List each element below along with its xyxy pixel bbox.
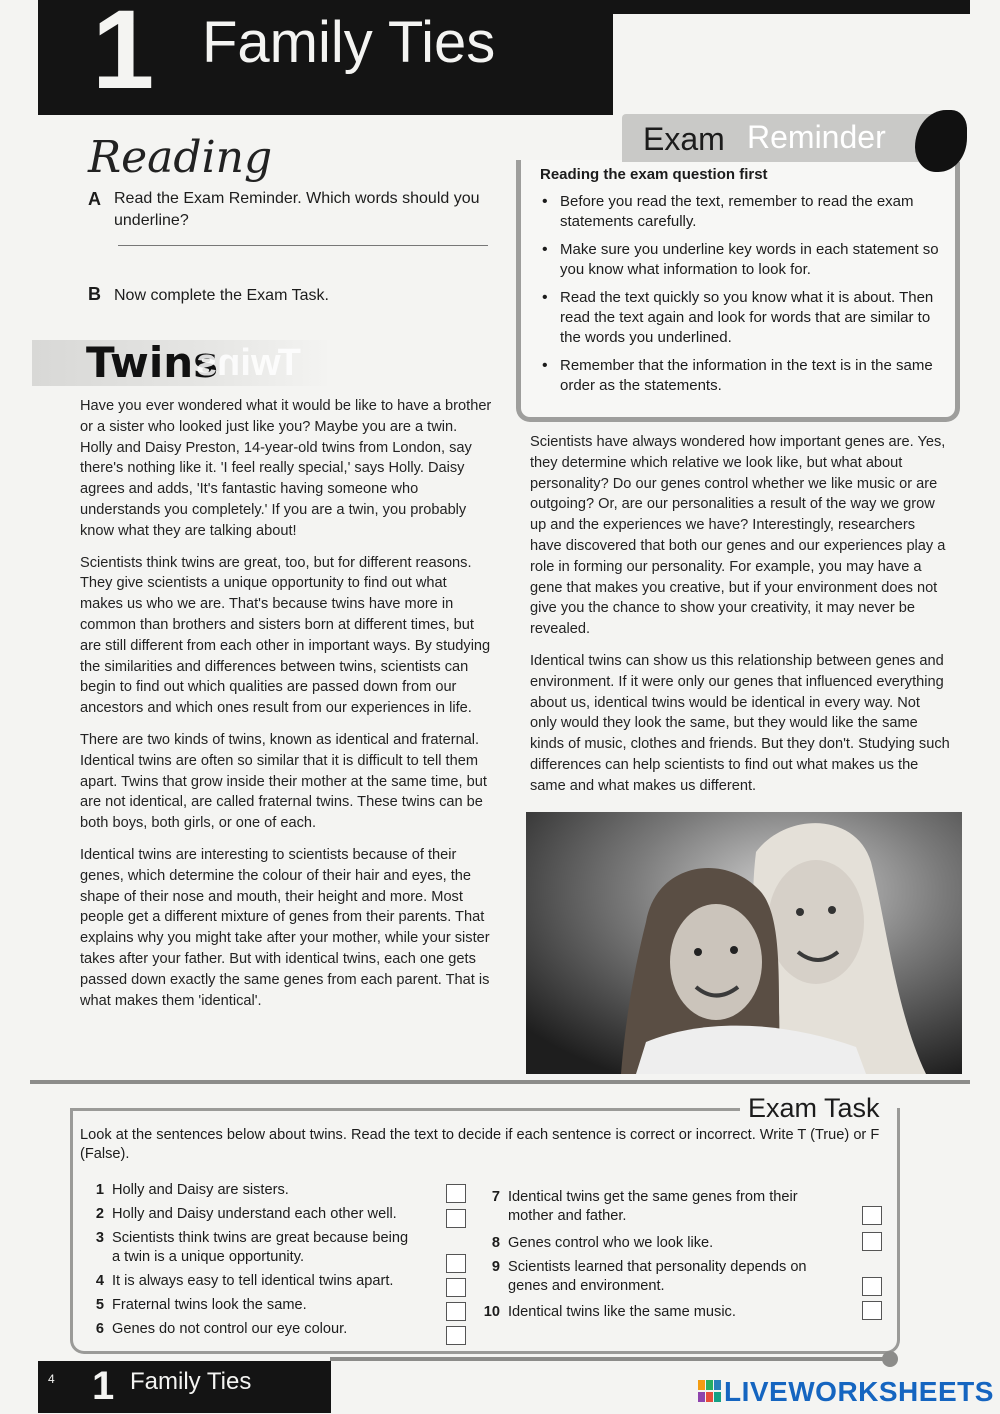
- task-item-number: 2: [95, 1206, 104, 1222]
- answer-box-9[interactable]: [862, 1277, 882, 1296]
- question-a-answer-line[interactable]: [118, 245, 488, 246]
- answer-box-8[interactable]: [862, 1232, 882, 1251]
- question-a: [88, 188, 498, 232]
- task-item: [82, 1272, 442, 1291]
- question-b-text: Now complete the Exam Task.: [114, 287, 329, 304]
- exam-reminder-bullet: • Read the text quickly so you know what it is about. Then read the text again and look for words that are similar to the words you underlined.: [540, 288, 940, 348]
- unit-title: Family Ties: [202, 10, 496, 75]
- exam-reminder-bullet: • Before you read the text, remember to read the exam statements carefully.: [540, 192, 940, 232]
- task-item-number: 9: [491, 1259, 500, 1275]
- task-item-number: 5: [95, 1297, 104, 1313]
- footer-unit-title: Family Ties: [130, 1368, 252, 1395]
- answer-box-6[interactable]: [446, 1326, 466, 1345]
- exam-task-instructions: Look at the sentences below about twins. Read the text to decide if each sentence is correct or incorrect. Write T (True) or F (False).: [80, 1127, 880, 1162]
- task-item: [478, 1303, 838, 1322]
- answer-box-10[interactable]: [862, 1301, 882, 1320]
- answer-box-4[interactable]: [446, 1278, 466, 1297]
- article-paragraph: Scientists have always wondered how important genes are. Yes, they determine which relative we look like, but what about personality? Do our genes control whether we like music or are outgoing? Or, are our personalities a result of the way we grow up and the experiences we have? Interestingly, researchers have discovered that both our genes and our experiences play a role in forming our personality. For example, you may have a gene that makes you creative, but if your environment does not give you the chance to show your creativity, it may never be revealed.: [530, 434, 946, 638]
- exam-reminder-bullet: • Remember that the information in the text is in the same order as the statements.: [540, 356, 940, 396]
- exam-task-title: Exam Task: [748, 1093, 880, 1123]
- answer-box-2[interactable]: [446, 1209, 466, 1228]
- answer-box-7[interactable]: [862, 1206, 882, 1225]
- footer-unit-number: 1: [92, 1364, 115, 1408]
- article-paragraph: Identical twins are interesting to scientists because of their genes, which determine the colour of their hair and eyes, the shape of their nose and mouth, their height and more. Most people get a different mixture of genes from their parents. That explains why you might take after your mother, while your sister takes after your father. But with identical twins, each one gets passed down exactly the same genes from each parent. That is what makes them 'identical'.: [80, 846, 490, 1009]
- task-item-text: Holly and Daisy are sisters.: [112, 1182, 289, 1198]
- exam-reminder-heading: Reading the exam question first: [540, 166, 768, 183]
- task-item-text: Scientists learned that personality depends on genes and environment.: [508, 1259, 807, 1294]
- task-item-number: 6: [95, 1321, 104, 1337]
- task-item: [82, 1296, 442, 1315]
- twins-photo-illustration: [526, 812, 962, 1074]
- footer-rule: [330, 1357, 890, 1361]
- task-item-number: 1: [95, 1182, 104, 1198]
- question-b-letter: B: [88, 284, 101, 304]
- exam-task-box-top: [70, 1108, 740, 1111]
- footer-rule-end-dot: [882, 1351, 898, 1367]
- liveworksheets-logo-icon: [698, 1380, 722, 1402]
- task-item: [82, 1320, 442, 1339]
- article-title: Twins: [86, 338, 219, 387]
- exam-reminder-title-light: Reminder: [747, 119, 886, 155]
- article-paragraph: Identical twins can show us this relationship between genes and environment. If it were only our genes that influenced everything about us, identical twins would be identical in every way. Not only would they look the same, but they would like the same kinds of music, clothes and friends. But they don't. Studying such differences can help scientists to find out what makes us the same and what makes us different.: [530, 652, 950, 794]
- article-right-column: [530, 432, 950, 808]
- task-item-number: 7: [491, 1189, 500, 1205]
- task-item-text: Identical twins get the same genes from their mother and father.: [508, 1189, 798, 1224]
- article-paragraph: There are two kinds of twins, known as identical and fraternal. Identical twins are often so similar that it is difficult to tell them apart. Twins that grow inside their mother at the same time, but are not identical, are called fraternal twins. These twins can be both boys, both girls, or one of each.: [80, 731, 487, 832]
- question-a-letter: A: [88, 189, 101, 209]
- answer-box-5[interactable]: [446, 1302, 466, 1321]
- exam-reminder-title-dark: Exam: [643, 121, 725, 157]
- article-title-mirror: Twins: [196, 342, 301, 384]
- task-item-text: Identical twins like the same music.: [508, 1304, 736, 1320]
- question-b: [88, 284, 329, 305]
- task-item: [82, 1205, 442, 1224]
- task-item-number: 8: [491, 1235, 500, 1251]
- task-item: [478, 1234, 838, 1253]
- answer-box-3[interactable]: [446, 1254, 466, 1273]
- task-item-number: 3: [95, 1230, 104, 1246]
- exam-reminder-bullet: • Make sure you underline key words in each statement so you know what information to look for.: [540, 240, 940, 280]
- article-left-column: [80, 396, 492, 1022]
- task-item-number: 10: [483, 1304, 500, 1320]
- page-number: 4: [48, 1372, 55, 1386]
- reading-heading: Reading: [88, 132, 273, 183]
- task-item-number: 4: [95, 1273, 104, 1289]
- article-paragraph: Scientists think twins are great, too, but for different reasons. They give scientists a unique opportunity to find out what makes us who we are. That's because twins have more in common than brothers and sisters born at different times, but are still different from each other in important ways. By studying the similarities and differences between twins, scientists can begin to find out which qualities are passed down from our ancestors and which ones result from our experiences in life.: [80, 554, 491, 717]
- task-item-text: Genes control who we look like.: [508, 1235, 714, 1251]
- task-item: [82, 1229, 422, 1267]
- header-top-strip: [613, 0, 970, 14]
- twins-photo: [526, 812, 962, 1074]
- task-item: [478, 1258, 848, 1296]
- task-item-text: It is always easy to tell identical twins apart.: [112, 1273, 394, 1289]
- section-divider: [30, 1080, 970, 1084]
- liveworksheets-brand[interactable]: LIVEWORKSHEETS: [724, 1376, 994, 1407]
- task-item: [478, 1188, 838, 1226]
- task-item-text: Scientists think twins are great because being a twin is a unique opportunity.: [112, 1230, 409, 1265]
- task-item-text: Fraternal twins look the same.: [112, 1297, 307, 1313]
- exam-reminder-list: [540, 192, 940, 404]
- task-item-text: Genes do not control our eye colour.: [112, 1321, 348, 1337]
- question-a-text: Read the Exam Reminder. Which words should you underline?: [114, 190, 480, 229]
- task-item-text: Holly and Daisy understand each other well.: [112, 1206, 397, 1222]
- unit-number: 1: [92, 0, 155, 112]
- article-paragraph: Have you ever wondered what it would be like to have a brother or a sister who looked just like you? Maybe you are a twin. Holly and Daisy Preston, 14-year-old twins from London, say there's nothing like it. 'I feel really special,' says Holly. Daisy agrees and adds, 'It's fantastic having someone who understands you completely.' If you are a twin, you probably know what they are talking about!: [80, 398, 492, 539]
- task-item: [82, 1181, 442, 1200]
- answer-box-1[interactable]: [446, 1184, 466, 1203]
